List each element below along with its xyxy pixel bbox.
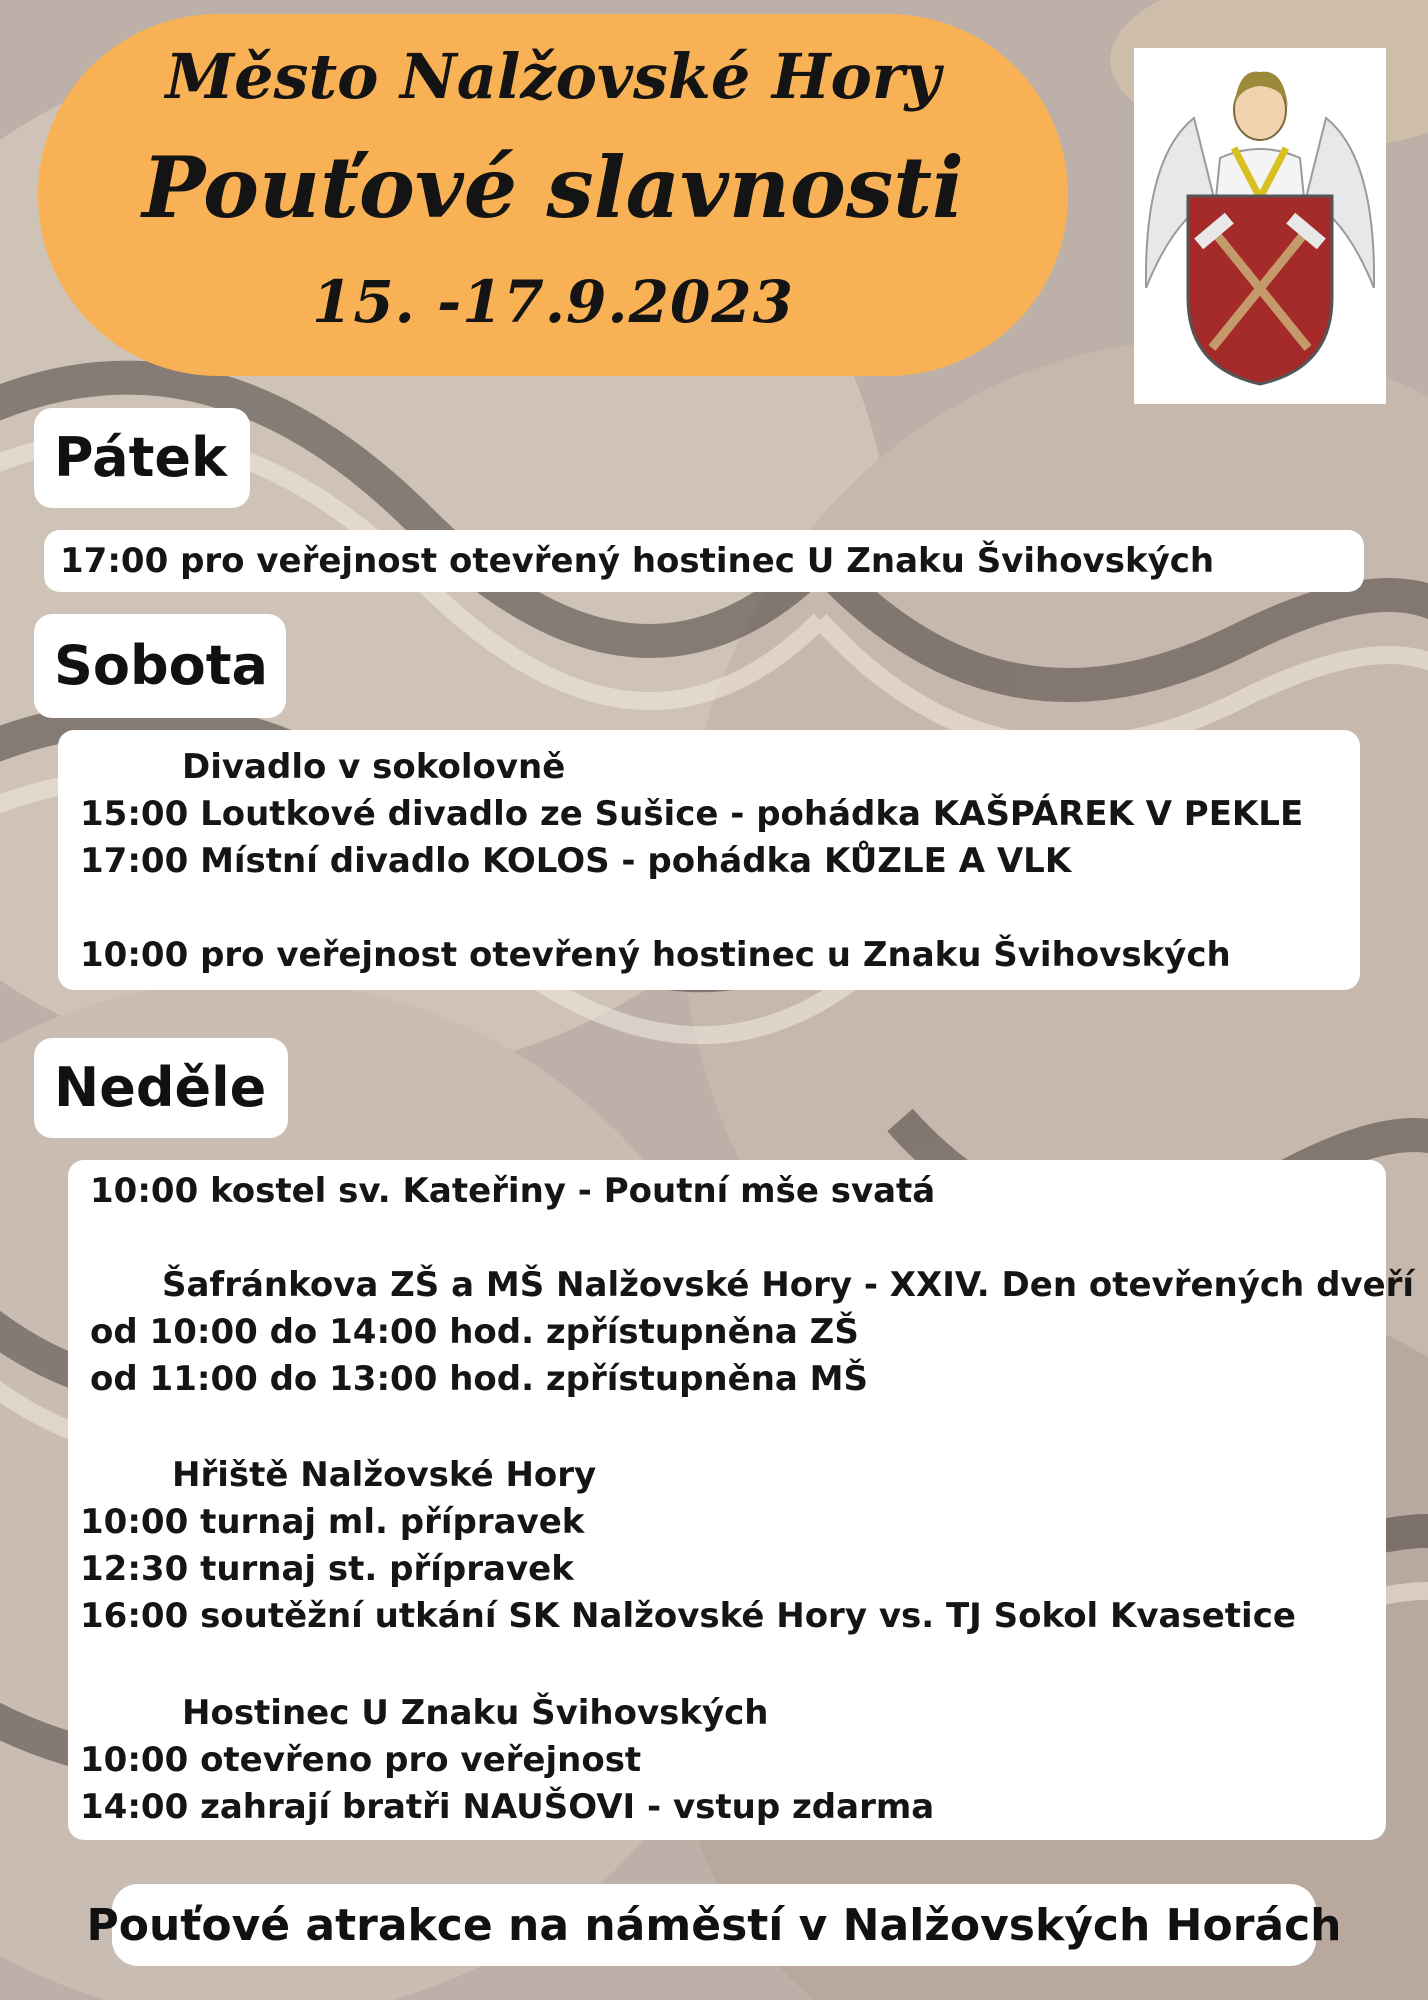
day-label-saturday: Sobota: [34, 614, 286, 718]
schedule-line: 16:00 soutěžní utkání SK Nalžovské Hory vs. TJ Sokol Kvasetice: [80, 1596, 1296, 1636]
coat-of-arms: [1134, 48, 1386, 404]
section-heading: Šafránkova ZŠ a MŠ Nalžovské Hory - XXIV. Den otevřených dveří: [162, 1265, 1415, 1305]
day-label-sunday: Neděle: [34, 1038, 288, 1138]
schedule-line: 15:00 Loutkové divadlo ze Sušice - pohádka KAŠPÁREK V PEKLE: [80, 794, 1304, 834]
day-label-friday: Pátek: [34, 408, 250, 508]
schedule-line: 14:00 zahrají bratři NAUŠOVI - vstup zdarma: [80, 1787, 935, 1827]
coat-of-arms-icon: [1134, 48, 1386, 404]
saturday-card: [58, 730, 1360, 990]
footer-banner: Pouťové atrakce na náměstí v Nalžovských Horách: [112, 1884, 1316, 1966]
schedule-line: 12:30 turnaj st. přípravek: [80, 1549, 574, 1589]
schedule-line: od 10:00 do 14:00 hod. zpřístupněna ZŠ: [90, 1312, 859, 1352]
schedule-line: 17:00 pro veřejnost otevřený hostinec U Znaku Švihovských: [60, 541, 1215, 581]
section-heading: Hostinec U Znaku Švihovských: [182, 1693, 769, 1733]
friday-card: [44, 530, 1364, 592]
section-heading: Hřiště Nalžovské Hory: [172, 1455, 597, 1495]
sunday-card: [68, 1160, 1415, 1840]
schedule-line: 10:00 pro veřejnost otevřený hostinec u Znaku Švihovských: [80, 935, 1231, 975]
schedule-line: 10:00 turnaj ml. přípravek: [80, 1502, 585, 1542]
schedule-line: 17:00 Místní divadlo KOLOS - pohádka KŮZLE A VLK: [80, 841, 1072, 881]
event-title: Pouťové slavnosti: [142, 138, 964, 237]
schedule-line: 10:00 otevřeno pro veřejnost: [80, 1740, 642, 1780]
schedule-line: od 11:00 do 13:00 hod. zpřístupněna MŠ: [90, 1359, 868, 1399]
schedule-line: 10:00 kostel sv. Kateřiny - Poutní mše svatá: [90, 1171, 936, 1211]
section-heading: Divadlo v sokolovně: [182, 747, 566, 787]
town-name: Město Nalžovské Hory: [165, 40, 941, 113]
event-dates: 15. -17.9.2023: [311, 268, 795, 336]
